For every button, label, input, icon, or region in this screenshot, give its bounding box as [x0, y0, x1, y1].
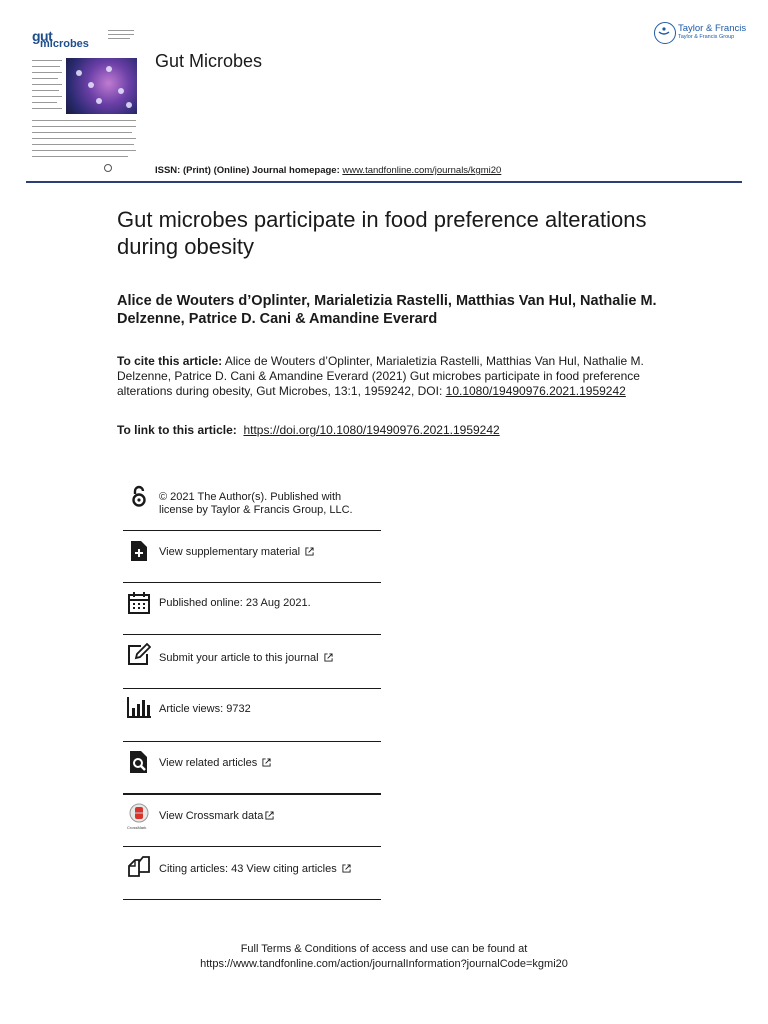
- supplementary-label: View supplementary material: [159, 546, 301, 558]
- article-views-item: [123, 689, 381, 742]
- issn-label: ISSN: (Print) (Online) Journal homepage:: [155, 165, 340, 176]
- footer-line1: Full Terms & Conditions of access and use can be found at: [240, 943, 528, 955]
- external-link-icon: [262, 758, 271, 767]
- cite-doi-link[interactable]: 10.1080/19490976.2021.1959242: [445, 384, 626, 398]
- article-doi-link[interactable]: https://doi.org/10.1080/19490976.2021.1959242: [243, 423, 500, 437]
- cover-logo-sub: microbes: [40, 38, 89, 50]
- supplementary-file-icon: [127, 539, 151, 563]
- publisher-group: Taylor & Francis Group: [678, 34, 735, 40]
- publisher-name: Taylor & Francis: [678, 23, 747, 34]
- published-online-label: Published online: 23 Aug 2021.: [159, 597, 311, 609]
- search-document-icon: [127, 750, 151, 774]
- article-authors: Alice de Wouters d’Oplinter, Marialetizia Rastelli, Matthias Van Hul, Nathalie M. Delzenne, Patrice D. Cani & Amandine Everard: [117, 293, 657, 327]
- crossmark-item[interactable]: [123, 795, 381, 847]
- crossmark-label: View Crossmark data: [159, 810, 264, 822]
- crossmark-caption: CrossMark: [127, 825, 147, 830]
- external-link-icon: [342, 864, 351, 873]
- article-views-label: Article views: 9732: [159, 703, 251, 715]
- license-line2: license by Taylor & Francis Group, LLC.: [159, 504, 353, 516]
- journal-title: Gut Microbes: [155, 51, 263, 71]
- footer-terms-link[interactable]: https://www.tandfonline.com/action/journalInformation?journalCode=kgmi20: [200, 958, 568, 970]
- citing-articles-icon: [127, 856, 151, 880]
- published-online-item: [123, 583, 381, 635]
- link-label: To link to this article:: [117, 423, 237, 437]
- submit-article-label: Submit your article to this journal: [159, 652, 319, 664]
- external-link-icon: [305, 547, 314, 556]
- license-line1: © 2021 The Author(s). Published with: [159, 491, 342, 503]
- cover-logo: gut: [32, 28, 53, 44]
- open-access-icon: [127, 485, 151, 509]
- cover-artwork: [66, 58, 137, 114]
- citing-articles-label: Citing articles: 43 View citing articles: [159, 863, 337, 875]
- submit-article-item[interactable]: [123, 635, 381, 689]
- cite-label: To cite this article:: [117, 354, 223, 368]
- article-title: Gut microbes participate in food preference alterations during obesity: [117, 207, 647, 259]
- journal-cover-thumbnail: [30, 28, 138, 176]
- publisher-logo[interactable]: [654, 22, 746, 46]
- journal-homepage-link[interactable]: www.tandfonline.com/journals/kgmi20: [342, 165, 502, 176]
- article-link-line: [117, 423, 500, 437]
- related-articles-item[interactable]: [123, 742, 381, 795]
- crossmark-icon: [127, 803, 151, 827]
- bar-chart-icon: [127, 695, 151, 719]
- cite-text: Alice de Wouters d’Oplinter, Marialetizia Rastelli, Matthias Van Hul, Nathalie M. Delzenne, Patrice D. Cani & Amandine Everard (2021) Gut microbes participate in food preference alterations during obesity, Gut Microbes, 13:1, 1959242, DOI:: [117, 354, 644, 398]
- external-link-icon: [265, 811, 274, 820]
- header-divider: [26, 181, 742, 183]
- external-link-icon: [324, 653, 333, 662]
- citing-articles-item[interactable]: [123, 847, 381, 900]
- edit-icon: [127, 643, 151, 667]
- issn-line: [155, 165, 501, 176]
- citation: [117, 354, 647, 399]
- open-access-item: [123, 480, 381, 531]
- calendar-icon: [127, 591, 151, 615]
- related-articles-label: View related articles: [159, 757, 258, 769]
- footer-terms: [0, 942, 768, 972]
- supplementary-item[interactable]: [123, 531, 381, 583]
